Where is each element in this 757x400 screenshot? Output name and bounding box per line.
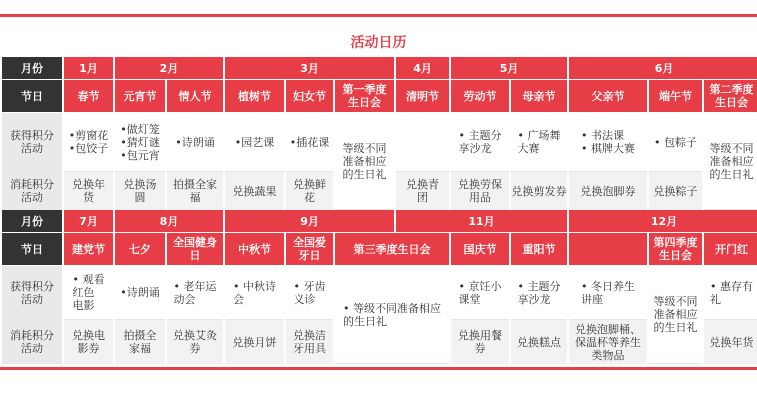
earn-activity-cell: •剪窗花 •包饺子 (64, 113, 113, 172)
earn-activity-cell: • 广场舞 大赛 (511, 113, 567, 172)
earn-points-label: 获得积分 活动 (2, 266, 62, 320)
earn-activity-cell: • 中秋诗 会 (225, 266, 284, 320)
festival-cell: 国庆节 (451, 233, 509, 266)
spend-activity-cell: 兑换粽子 (649, 172, 702, 210)
festival-cell (569, 233, 647, 266)
earn-activity-cell: 等级不同 准备相应 的生日礼 (704, 113, 757, 210)
month-header: 9月 (225, 210, 394, 233)
earn-activity-cell: •诗朗诵 (167, 113, 223, 172)
earn-activity-cell: • 书法课 • 棋牌大赛 (569, 113, 647, 172)
festival-cell: 元宵节 (115, 80, 165, 113)
spend-activity-cell: 兑换青 团 (396, 172, 449, 210)
month-header: 4月 (396, 57, 449, 80)
festival-cell: 父亲节 (569, 80, 647, 113)
festival-cell: 建党节 (64, 233, 113, 266)
earn-activity-cell: • 老年运 动会 (167, 266, 223, 320)
spend-activity-cell: 兑换泡脚券 (569, 172, 647, 210)
festival-cell: 全国爱 牙日 (286, 233, 333, 266)
spend-activity-cell: 兑换蔬果 (225, 172, 284, 210)
spend-activity-cell: 兑换糕点 (511, 320, 567, 364)
page-title: 活动日历 (350, 35, 407, 51)
festival-cell: 重阳节 (511, 233, 567, 266)
earn-activity-cell: • 惠存有 礼 (704, 266, 757, 320)
month-header: 11月 (396, 210, 567, 233)
earn-activity-cell: • 牙齿 义诊 (286, 266, 333, 320)
festival-cell: 第二季度 生日会 (704, 80, 757, 113)
festival-cell: 第三季度生日会 (335, 233, 449, 266)
festival-cell: 全国健身 日 (167, 233, 223, 266)
festival-cell: 第四季度 生日会 (649, 233, 702, 266)
spend-activity-cell: 兑换艾灸 券 (167, 320, 223, 364)
earn-points-label: 获得积分 活动 (2, 113, 62, 172)
activity-calendar-table (0, 57, 757, 364)
month-header: 8月 (115, 210, 223, 233)
earn-activity-cell: •诗朗诵 (115, 266, 165, 320)
earn-activity-cell: • 主题分 享沙龙 (511, 266, 567, 320)
month-header: 3月 (225, 57, 394, 80)
earn-activity-cell: • 冬日养生 讲座 (569, 266, 647, 320)
festival-cell: 端午节 (649, 80, 702, 113)
earn-activity-cell (396, 113, 449, 172)
spend-points-label: 消耗积分 活动 (2, 172, 62, 210)
festival-cell: 妇女节 (286, 80, 333, 113)
earn-activity-cell: •园艺课 (225, 113, 284, 172)
earn-activity-cell: • 主题分 享沙龙 (451, 113, 509, 172)
month-label: 月份 (2, 57, 62, 80)
earn-activity-cell: • 京饪小 课堂 (451, 266, 509, 320)
spend-activity-cell: 兑换年 货 (64, 172, 113, 210)
spend-activity-cell: 兑换劳保 用品 (451, 172, 509, 210)
month-header: 6月 (569, 57, 757, 80)
month-header: 1月 (64, 57, 113, 80)
top-divider (0, 14, 757, 17)
festival-cell: 中秋节 (225, 233, 284, 266)
spend-activity-cell: 兑换电 影券 (64, 320, 113, 364)
spend-activity-cell: 兑换泡脚桶、 保温杯等养生 类物品 (569, 320, 647, 364)
festival-label: 节日 (2, 80, 62, 113)
earn-activity-cell: •做灯笼 •猜灯谜 •包元宵 (115, 113, 165, 172)
festival-cell: 情人节 (167, 80, 223, 113)
earn-activity-cell: 等级不同 准备相应 的生日礼 (649, 266, 702, 364)
spend-activity-cell: 兑换年货 (704, 320, 757, 364)
month-header: 5月 (451, 57, 567, 80)
earn-activity-cell: • 等级不同准备相应 的生日礼 (335, 266, 449, 364)
spend-activity-cell: 兑换鲜 花 (286, 172, 333, 210)
earn-activity-cell: • 包粽子 (649, 113, 702, 172)
spend-activity-cell: 拍摄全 家福 (115, 320, 165, 364)
festival-cell: 植树节 (225, 80, 284, 113)
bottom-divider (0, 367, 757, 370)
earn-activity-cell: 等级不同 准备相应 的生日礼 (335, 113, 394, 210)
earn-activity-cell: •插花课 (286, 113, 333, 172)
festival-cell: 清明节 (396, 80, 449, 113)
month-header: 7月 (64, 210, 113, 233)
festival-label: 节日 (2, 233, 62, 266)
festival-cell: 劳动节 (451, 80, 509, 113)
spend-activity-cell: 兑换洁 牙用具 (286, 320, 333, 364)
spend-activity-cell: 兑换剪发券 (511, 172, 567, 210)
earn-activity-cell: • 观看 红色 电影 (64, 266, 113, 320)
spend-points-label: 消耗积分 活动 (2, 320, 62, 364)
month-header: 12月 (569, 210, 757, 233)
festival-cell: 开门红 (704, 233, 757, 266)
spend-activity-cell: 兑换汤 圆 (115, 172, 165, 210)
spend-activity-cell: 兑换用餐 券 (451, 320, 509, 364)
month-header: 2月 (115, 57, 223, 80)
festival-cell: 七夕 (115, 233, 165, 266)
festival-cell: 第一季度 生日会 (335, 80, 394, 113)
festival-cell: 母亲节 (511, 80, 567, 113)
month-label: 月份 (2, 210, 62, 233)
spend-activity-cell: 兑换月饼 (225, 320, 284, 364)
festival-cell: 春节 (64, 80, 113, 113)
spend-activity-cell: 拍摄全家 福 (167, 172, 223, 210)
